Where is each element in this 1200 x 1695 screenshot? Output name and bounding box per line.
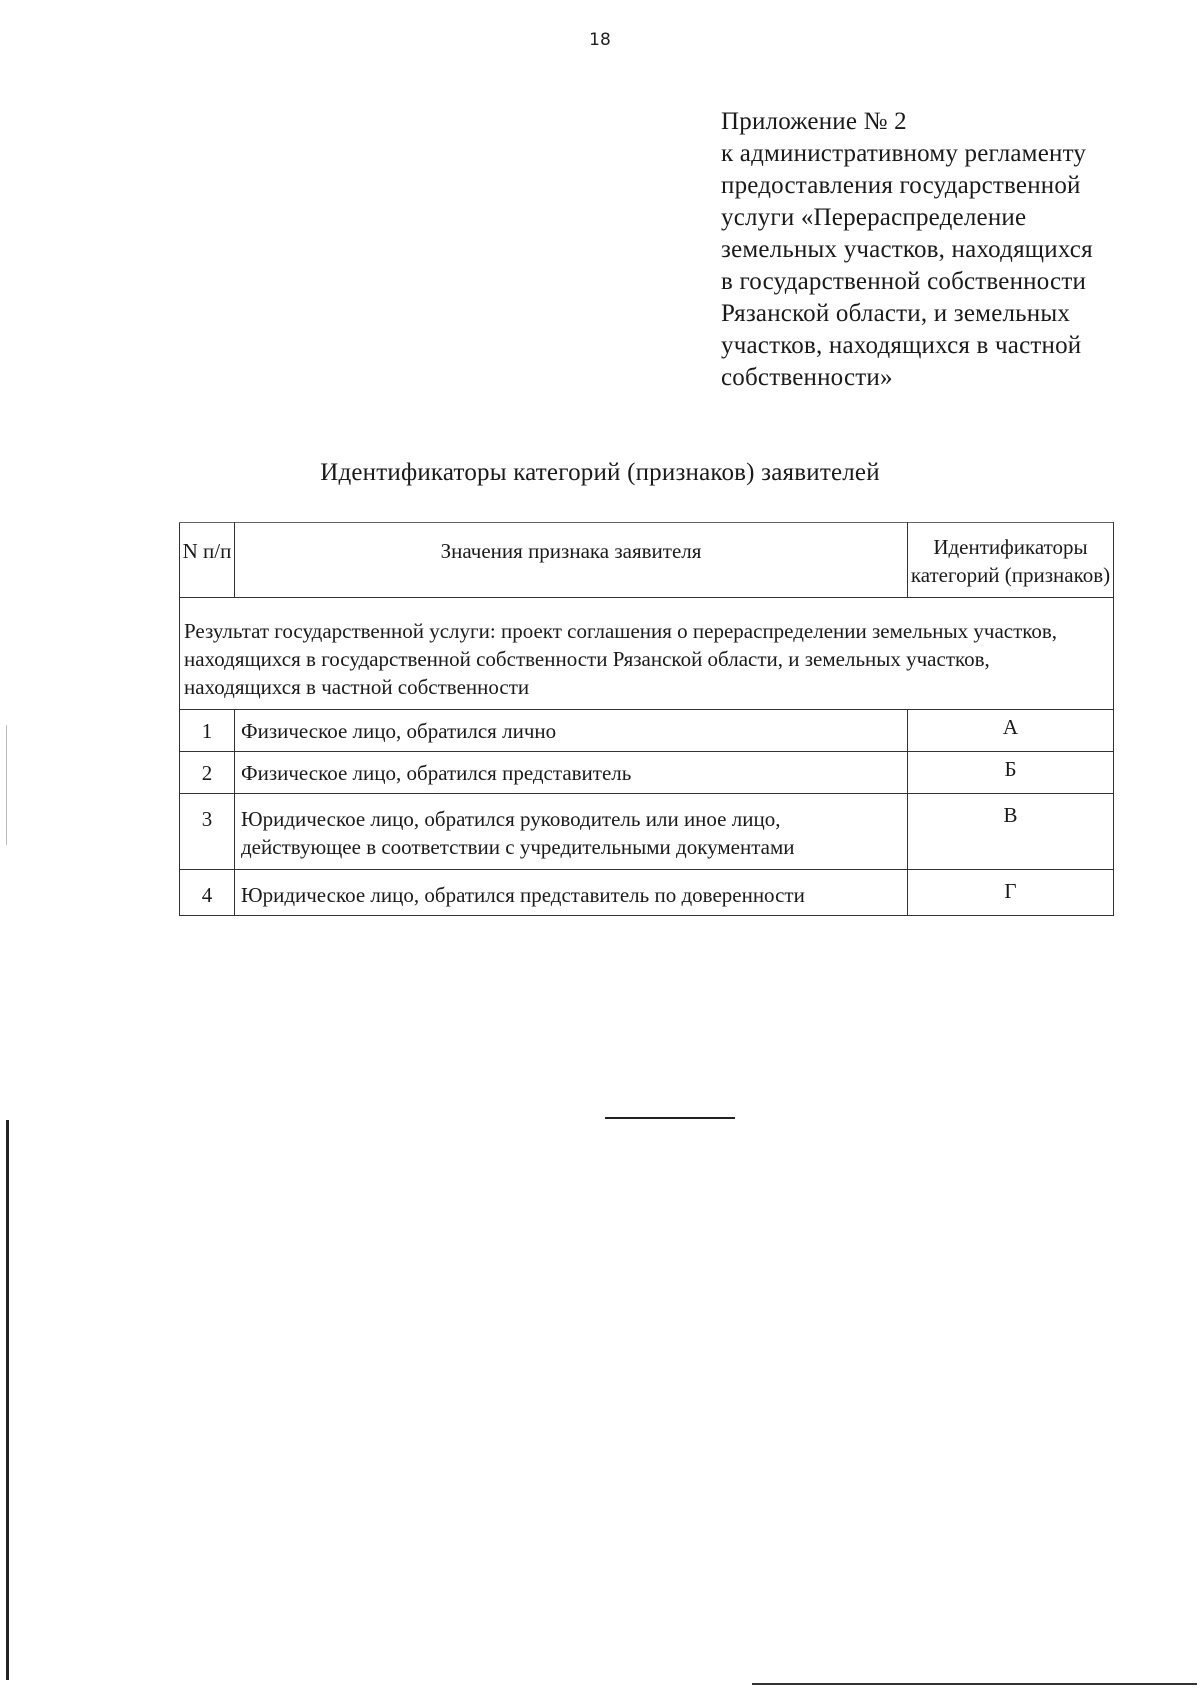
page-number: 18 [589, 30, 611, 50]
table-row [180, 794, 1114, 870]
row-identifier: А [908, 710, 1114, 752]
appendix-line: Рязанской области, и земельных [721, 300, 1071, 327]
row-value: Физическое лицо, обратился лично [235, 710, 908, 752]
row-value: Юридическое лицо, обратился руководитель или иное лицо, действующее в соответствии с учредительными документами [235, 794, 908, 870]
scan-bottom-line [752, 1683, 1197, 1685]
appendix-line: земельных участков, находящихся [721, 236, 1093, 263]
identifiers-table [179, 522, 1114, 916]
scan-edge-line [6, 1120, 9, 1680]
result-cell: Результат государственной услуги: проект соглашения о перераспределении земельных участков, находящихся в государственной собственности Рязанской области, и земельных участков, находящихся в частной собственности [180, 598, 1114, 710]
row-number: 1 [180, 710, 235, 752]
table-row [180, 752, 1114, 794]
header-number: N п/п [180, 523, 235, 598]
appendix-line: в государственной собственности [721, 268, 1087, 295]
header-identifier: Идентификаторы категорий (признаков) [908, 523, 1114, 598]
result-row [180, 598, 1114, 710]
end-rule-divider [605, 1117, 735, 1119]
table-header-row [180, 523, 1114, 598]
scan-margin-mark [6, 725, 7, 845]
table-row [180, 870, 1114, 916]
row-value: Юридическое лицо, обратился представитель по доверенности [235, 870, 908, 916]
appendix-line: участков, находящихся в частной [721, 332, 1082, 359]
row-identifier: Б [908, 752, 1114, 794]
row-identifier: В [908, 794, 1114, 870]
appendix-line: услуги «Перераспределение [721, 204, 1027, 231]
appendix-line: собственности» [721, 364, 893, 391]
appendix-line: предоставления государственной [721, 172, 1081, 199]
row-number: 3 [180, 794, 235, 870]
row-value: Физическое лицо, обратился представитель [235, 752, 908, 794]
row-identifier: Г [908, 870, 1114, 916]
header-value: Значения признака заявителя [235, 523, 908, 598]
row-number: 2 [180, 752, 235, 794]
row-number: 4 [180, 870, 235, 916]
identifiers-table-wrapper [179, 522, 1110, 916]
appendix-header [721, 106, 1161, 394]
table-row [180, 710, 1114, 752]
appendix-line: к административному регламенту [721, 140, 1087, 167]
appendix-line: Приложение № 2 [721, 108, 907, 135]
document-title: Идентификаторы категорий (признаков) заявителей [320, 459, 880, 486]
